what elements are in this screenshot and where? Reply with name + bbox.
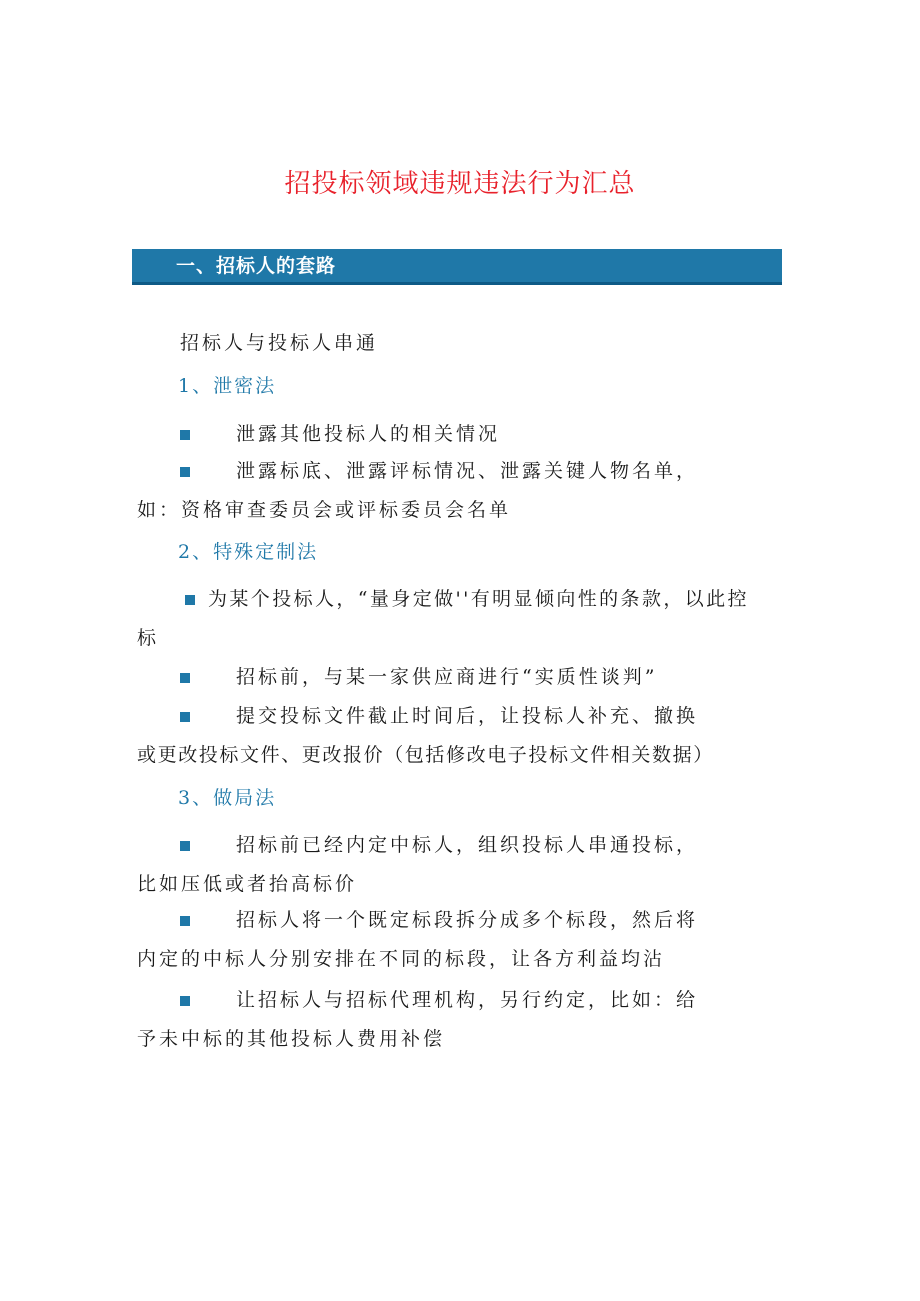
list-item-continuation: 如：资格审查委员会或评标委员会名单 — [137, 499, 512, 521]
list-item: 招标前，与某一家供应商进行“实质性谈判” — [236, 666, 658, 688]
bullet-square-icon — [180, 841, 190, 851]
section-header-label: 一、招标人的套路 — [176, 255, 337, 277]
list-item-continuation: 或更改投标文件、更改报价（包括修改电子投标文件相关数据） — [137, 744, 714, 766]
subheading-leak: 1、泄密法 — [178, 375, 277, 397]
bullet-square-icon — [180, 673, 190, 683]
list-item: 让招标人与招标代理机构，另行约定，比如：给 — [236, 989, 699, 1011]
list-item-continuation: 标 — [137, 627, 160, 649]
list-item-continuation: 比如压低或者抬高标价 — [137, 873, 358, 895]
bullet-square-icon — [180, 430, 190, 440]
bullet-square-icon — [180, 467, 190, 477]
subheading-setup: 3、做局法 — [178, 787, 277, 809]
bullet-square-icon — [185, 595, 195, 605]
section-header-bar — [132, 249, 782, 285]
list-item-continuation: 予未中标的其他投标人费用补偿 — [137, 1028, 446, 1050]
bullet-square-icon — [180, 712, 190, 722]
list-item: 提交投标文件截止时间后，让投标人补充、撤换 — [236, 705, 699, 727]
bullet-square-icon — [180, 996, 190, 1006]
subheading-custom: 2、特殊定制法 — [178, 541, 319, 563]
list-item: 泄露其他投标人的相关情况 — [236, 423, 501, 445]
list-item-continuation: 内定的中标人分别安排在不同的标段，让各方利益均沾 — [137, 948, 666, 970]
bullet-square-icon — [180, 916, 190, 926]
document-title: 招投标领域违规违法行为汇总 — [284, 169, 636, 199]
list-item: 为某个投标人，“量身定做''有明显倾向性的条款，以此控 — [208, 588, 749, 610]
list-item: 泄露标底、泄露评标情况、泄露关键人物名单， — [236, 460, 699, 482]
list-item: 招标人将一个既定标段拆分成多个标段，然后将 — [236, 909, 699, 931]
list-item: 招标前已经内定中标人，组织投标人串通投标， — [236, 834, 699, 856]
section-intro: 招标人与投标人串通 — [180, 332, 379, 354]
